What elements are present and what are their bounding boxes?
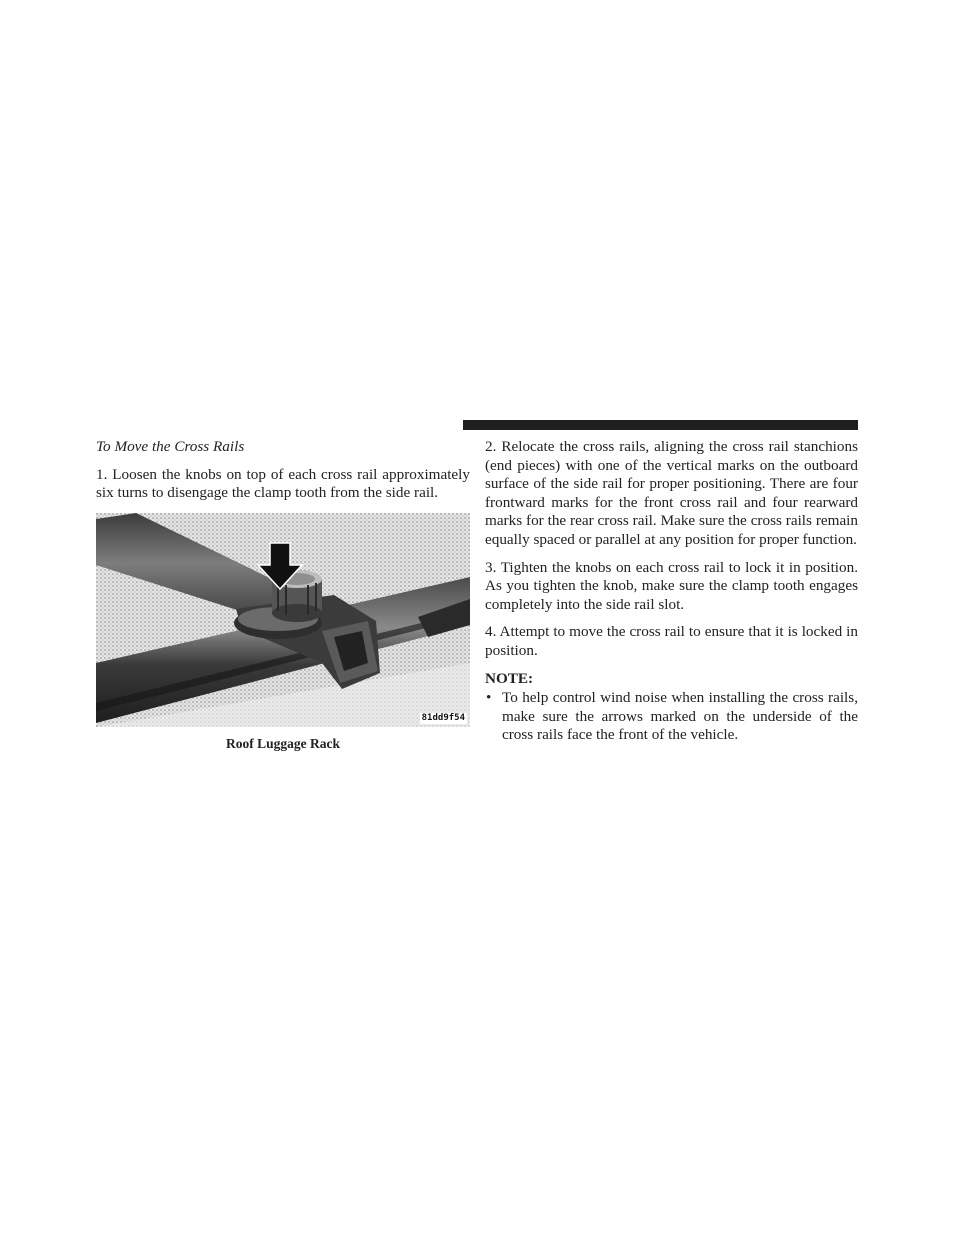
bullet-icon: • bbox=[486, 689, 492, 707]
left-column bbox=[96, 438, 470, 753]
section-heading: To Move the Cross Rails bbox=[96, 438, 245, 455]
roof-rack-figure bbox=[96, 513, 470, 727]
figure-code: 81dd9f54 bbox=[421, 712, 465, 723]
note-bullet-text: To help control wind noise when installing the cross rails, make sure the arrows marked on the underside of the cross rails face the front of the vehicle. bbox=[502, 689, 858, 744]
step-3-text: 3. Tighten the knobs on each cross rail to lock it in position. As you tighten the knob, make sure the clamp tooth engages completely into the side rail slot. bbox=[485, 558, 858, 613]
note-bullet bbox=[485, 689, 858, 745]
roof-rack-illustration bbox=[96, 513, 470, 727]
right-column bbox=[485, 438, 858, 745]
step-1-text: 1. Loosen the knobs on top of each cross rail approximately six turns to disengage the clamp tooth from the side rail. bbox=[96, 465, 470, 502]
figure-caption: Roof Luggage Rack bbox=[226, 735, 340, 751]
note-label: NOTE: bbox=[485, 669, 534, 687]
section-header-bar bbox=[463, 420, 858, 430]
step-2-text: 2. Relocate the cross rails, aligning the cross rail stanchions (end pieces) with one of the vertical marks on the outboard surface of the side rail for proper positioning. There are four frontward marks for the front cross rail and four rearward marks for the rear cross rail. Make sure the cross rails remain equally spaced or parallel at any position for proper function. bbox=[485, 438, 858, 548]
step-4-text: 4. Attempt to move the cross rail to ensure that it is locked in position. bbox=[485, 623, 858, 659]
